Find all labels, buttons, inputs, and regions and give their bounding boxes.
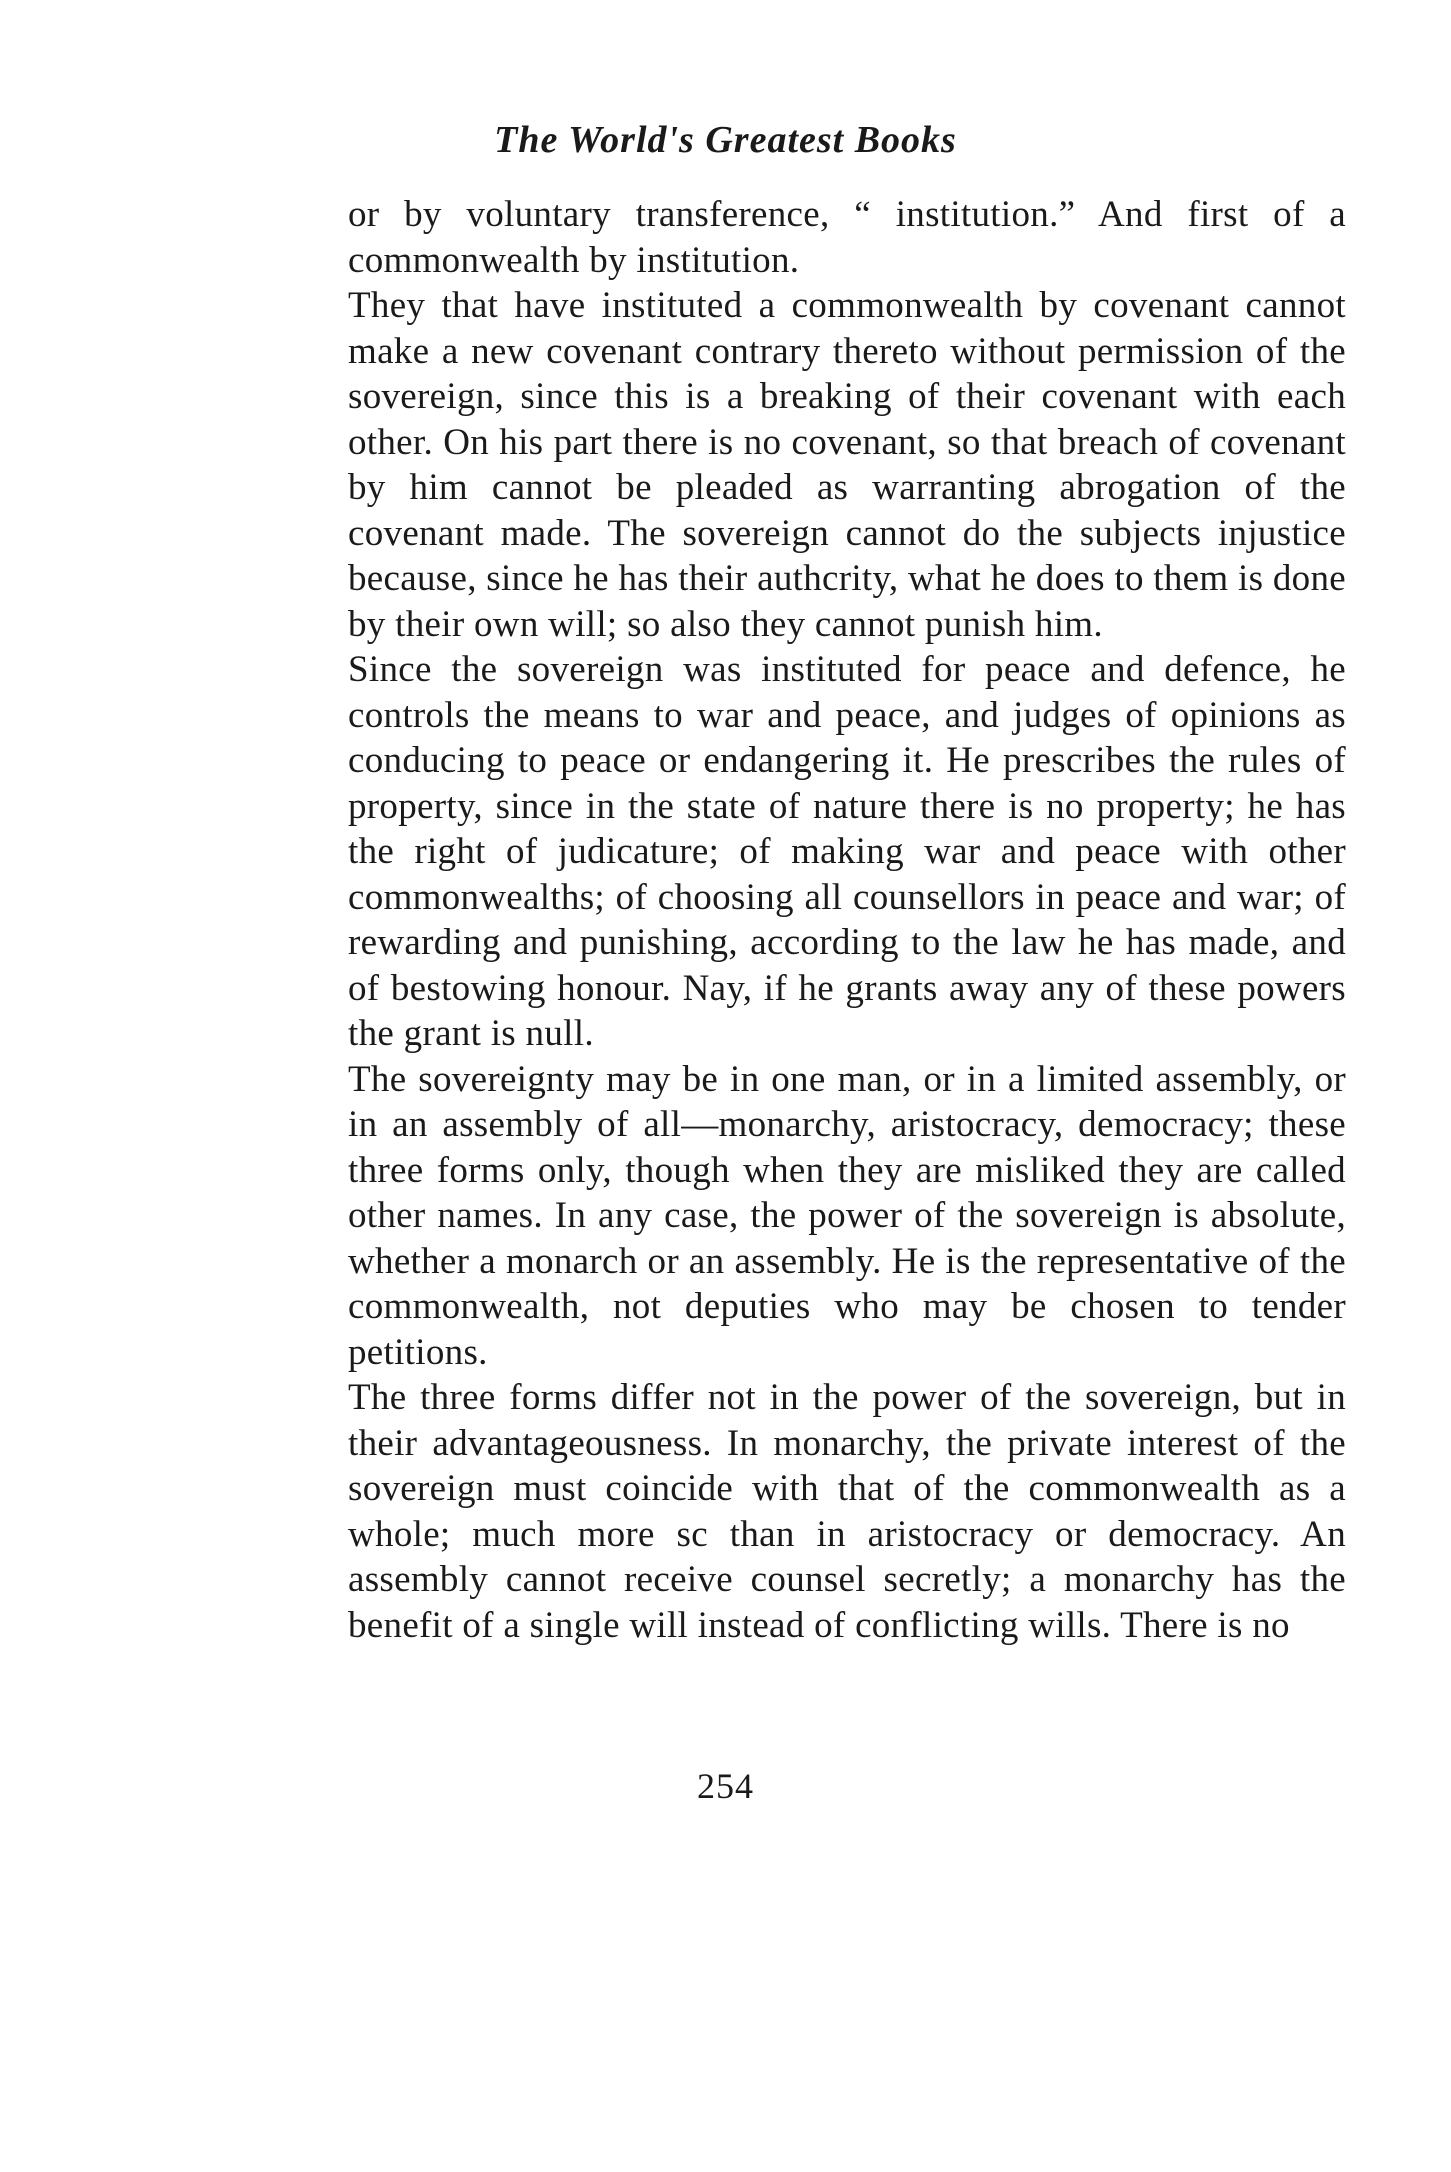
- paragraph: The three forms differ not in the power of the sovereign, but in their advantageousness. In monarchy, the private interest of the sovereign must coincide with that of the commonwealth as a whole; much more sc than in aristocracy or democracy. An assembly cannot receive counsel secretly; a monarchy has the benefit of a single will instead of conflicting wills. There is no: [348, 1377, 1346, 1646]
- paragraph: or by voluntary transference, “ institution.” And first of a commonwealth by institution.: [348, 194, 1346, 281]
- paragraph: Since the sovereign was instituted for peace and defence, he controls the means to war and peace, and judges of opinions as conducing to peace or endangering it. He prescribes the rules of property, since in the state of nature there is no property; he has the right of judicature; of making war and peace with other commonwealths; of choosing all counsellors in peace and war; of rewarding and punishing, according to the law he has made, and of bestowing honour. Nay, if he grants away any of these powers the grant is null.: [348, 649, 1346, 1054]
- body-text: [348, 192, 1346, 1648]
- paragraph: The sovereignty may be in one man, or in a limited assembly, or in an assembly of all—monarchy, aristocracy, democracy; these three forms only, though when they are misliked they are called other names. In any case, the power of the sovereign is absolute, whether a monarch or an assembly. He is the representative of the commonwealth, not deputies who may be chosen to tender petitions.: [348, 1058, 1346, 1373]
- running-head: The World's Greatest Books: [494, 119, 957, 161]
- page-number: 254: [697, 1766, 754, 1806]
- paragraph: They that have instituted a commonwealth by covenant cannot make a new covenant contrary thereto without permission of the sovereign, since this is a breaking of their covenant with each other. On his part there is no covenant, so that breach of covenant by him cannot be pleaded as warranting abrogation of the covenant made. The sovereign cannot do the subjects injustice because, since he has their authcrity, what he does to them is done by their own will; so also they cannot punish him.: [348, 285, 1346, 645]
